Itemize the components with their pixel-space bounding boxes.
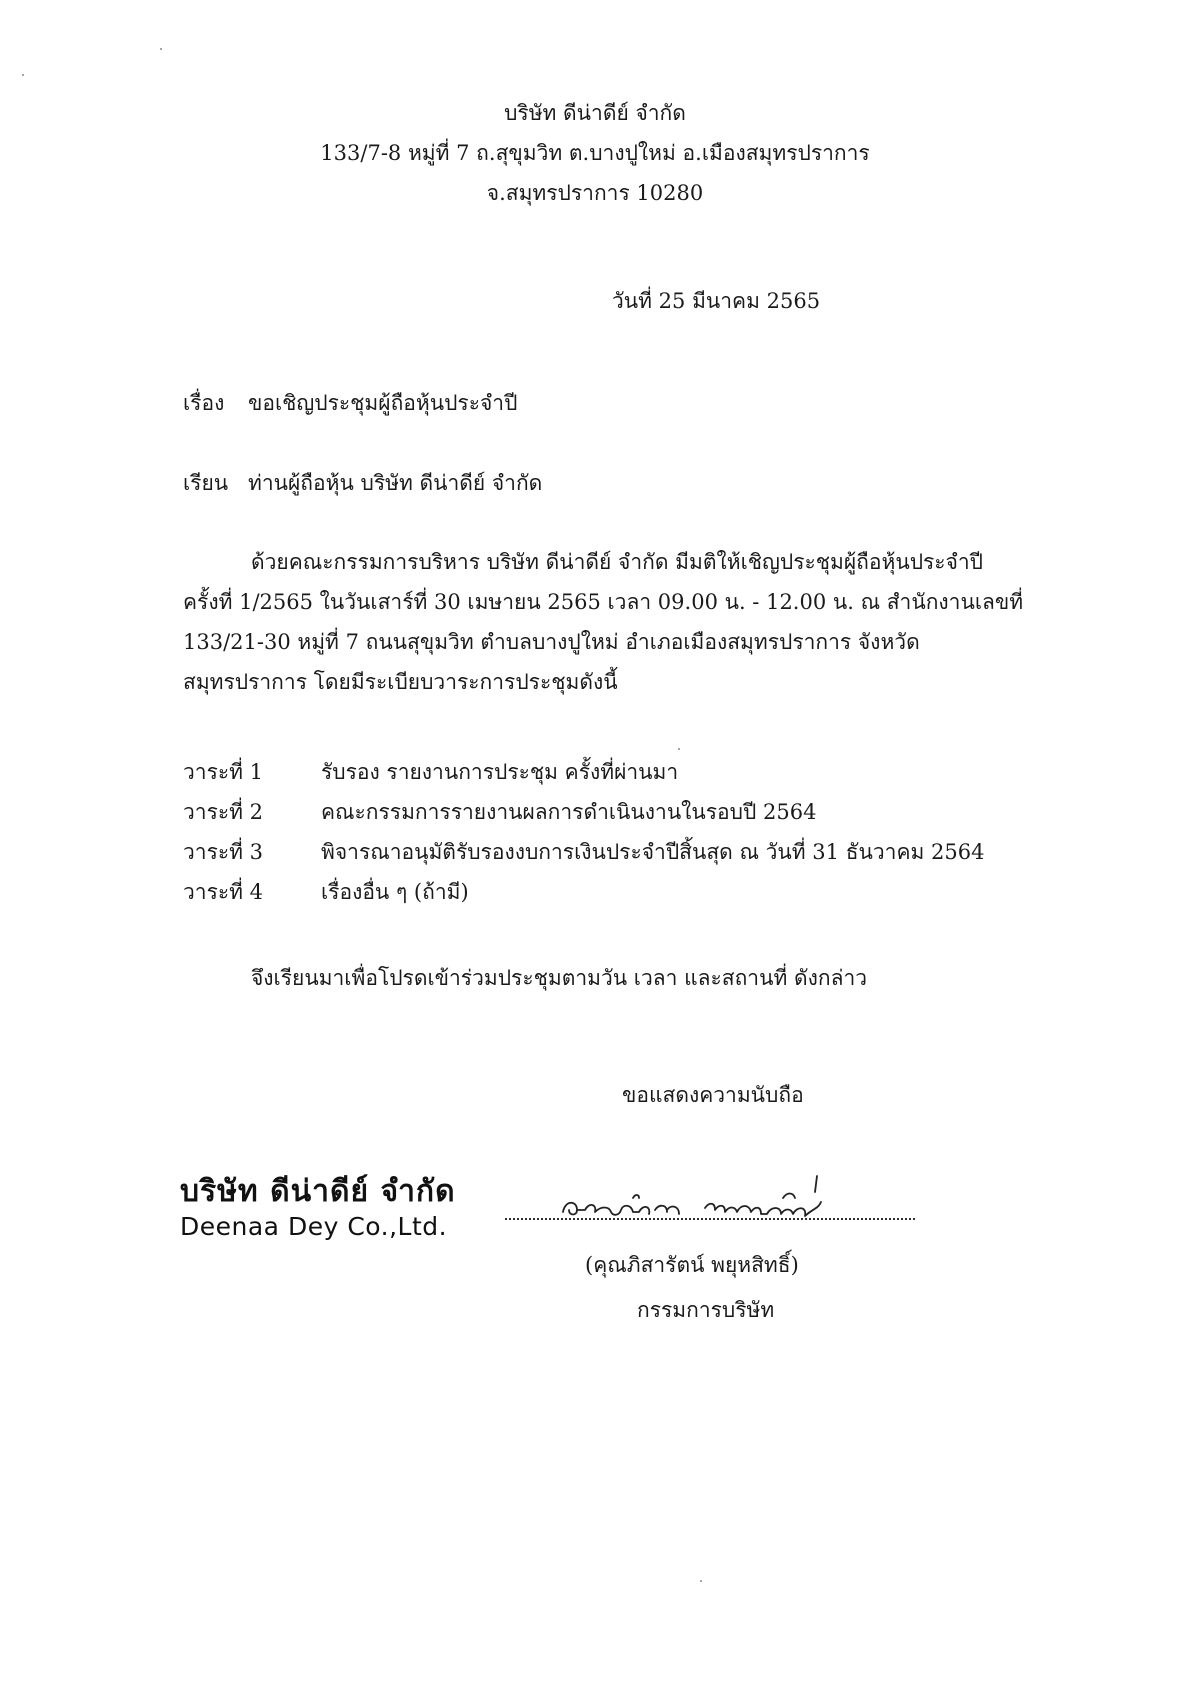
agenda-text: รับรอง รายงานการประชุม ครั้งที่ผ่านมา — [321, 760, 679, 784]
agenda-text: เรื่องอื่น ๆ (ถ้ามี) — [321, 880, 469, 904]
agenda-label: วาระที่ 4 — [183, 880, 264, 904]
letter-date: วันที่ 25 มีนาคม 2565 — [612, 289, 821, 313]
agenda-label: วาระที่ 3 — [183, 840, 264, 864]
body-line: 133/21-30 หมู่ที่ 7 ถนนสุขุมวิท ตำบลบางปูใหม่ อำเภอเมืองสมุทรปราการ จังหวัด — [183, 630, 920, 654]
company-address-line2: จ.สมุทรปราการ 10280 — [486, 181, 704, 205]
company-name: บริษัท ดีน่าดีย์ จำกัด — [504, 101, 686, 125]
agenda-label: วาระที่ 1 — [183, 760, 264, 784]
subject-text: ขอเชิญประชุมผู้ถือหุ้นประจำปี — [248, 391, 518, 415]
scan-speck — [22, 74, 24, 76]
agenda-label: วาระที่ 2 — [183, 800, 264, 824]
subject-label: เรื่อง — [183, 391, 225, 415]
body-line: ด้วยคณะกรรมการบริหาร บริษัท ดีน่าดีย์ จำกัด มีมติให้เชิญประชุมผู้ถือหุ้นประจำปี — [251, 550, 984, 574]
scan-speck — [160, 48, 162, 50]
scan-speck — [700, 1580, 702, 1582]
closing-sentence: จึงเรียนมาเพื่อโปรดเข้าร่วมประชุมตามวัน เวลา และสถานที่ ดังกล่าว — [251, 966, 868, 990]
handwritten-signature — [555, 1170, 855, 1230]
signer-name: (คุณภิสารัตน์ พยุหสิทธิ์) — [585, 1253, 799, 1277]
recipient-label: เรียน — [183, 471, 229, 495]
company-stamp-thai: บริษัท ดีน่าดีย์ จำกัด — [180, 1174, 456, 1209]
signer-title: กรรมการบริษัท — [637, 1298, 775, 1322]
complimentary-close: ขอแสดงความนับถือ — [622, 1083, 804, 1107]
body-line: ครั้งที่ 1/2565 ในวันเสาร์ที่ 30 เมษายน 2565 เวลา 09.00 น. - 12.00 น. ณ สำนักงานเลขที่ — [183, 590, 1024, 614]
scan-speck — [678, 748, 680, 750]
agenda-text: คณะกรรมการรายงานผลการดำเนินงานในรอบปี 2564 — [321, 800, 817, 824]
body-paragraph — [183, 542, 1024, 702]
recipient-text: ท่านผู้ถือหุ้น บริษัท ดีน่าดีย์ จำกัด — [248, 471, 543, 495]
body-line: สมุทรปราการ โดยมีระเบียบวาระการประชุมดังนี้ — [183, 670, 618, 694]
company-address-line1: 133/7-8 หมู่ที่ 7 ถ.สุขุมวิท ต.บางปูใหม่ อ.เมืองสมุทรปราการ — [320, 141, 870, 165]
company-stamp-english: Deenaa Dey Co.,Ltd. — [180, 1212, 448, 1241]
agenda-text: พิจารณาอนุมัติรับรองงบการเงินประจำปีสิ้นสุด ณ วันที่ 31 ธันวาคม 2564 — [321, 840, 985, 864]
